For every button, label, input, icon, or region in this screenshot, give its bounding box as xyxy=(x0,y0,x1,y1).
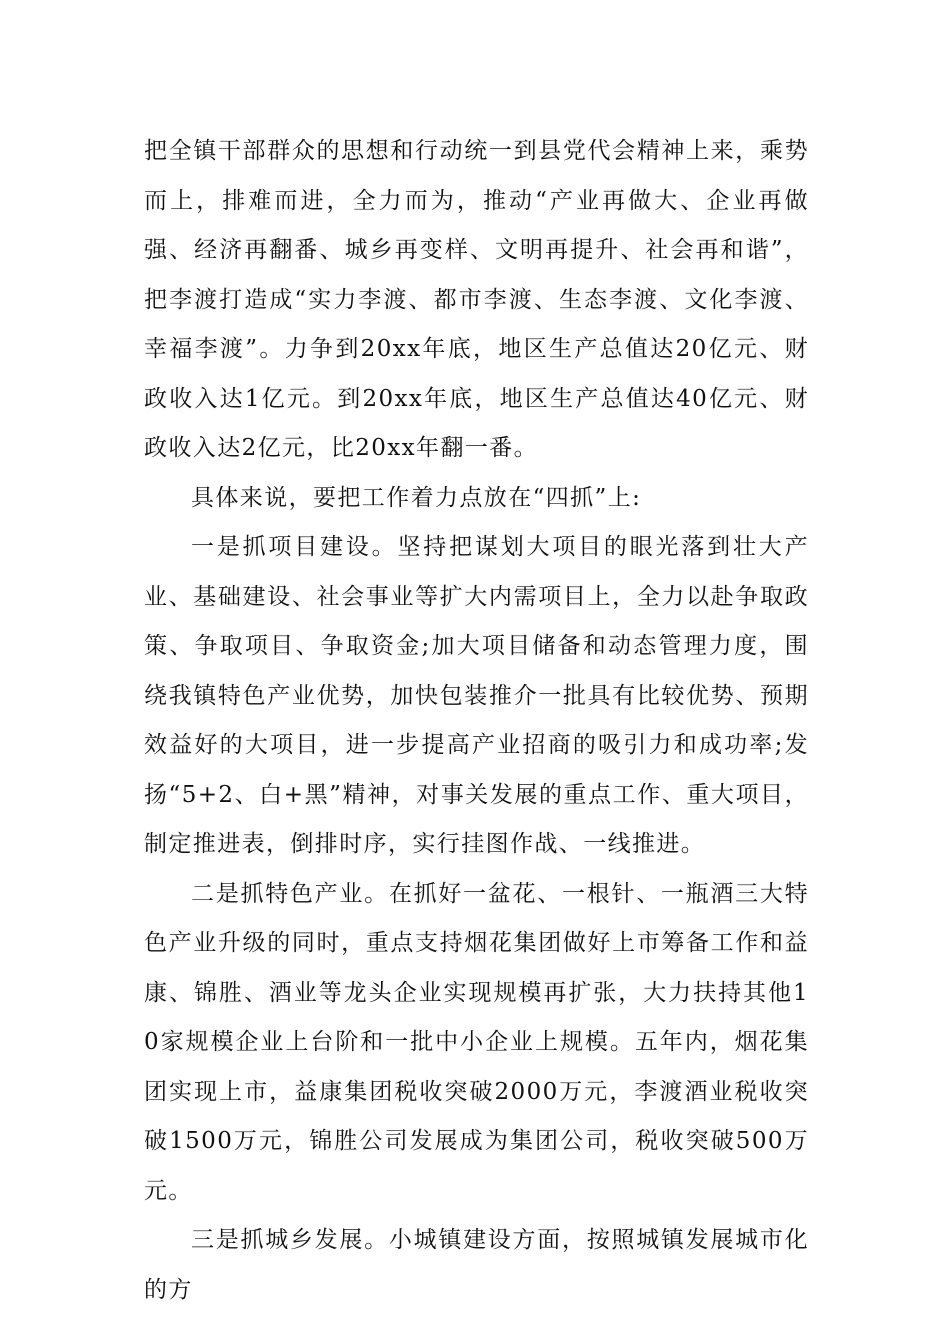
paragraph-3: 一是抓项目建设。坚持把谋划大项目的眼光落到壮大产业、基础建设、社会事业等扩大内需项目上，全力以赴争取政策、争取项目、争取资金;加大项目储备和动态管理力度，围绕我镇特色产业优势，加快包装推介一批具有比较优势、预期效益好的大项目，进一步提高产业招商的吸引力和成功率;发扬“5+2、白+黑”精神，对事关发展的重点工作、重大项目，制定推进表，倒排时序，实行挂图作战、一线推进。 xyxy=(144,534,809,857)
paragraph-5: 三是抓城乡发展。小城镇建设方面，按照城镇发展城市化的方 xyxy=(144,1227,809,1303)
paragraph-1: 把全镇干部群众的思想和行动统一到县党代会精神上来，乘势而上，排难而进，全力而为，推动“产业再做大、企业再做强、经济再翻番、城乡再变样、文明再提升、社会再和谐”，把李渡打造成“实力李渡、都市李渡、生态李渡、文化李渡、幸福李渡”。力争到20xx年底，地区生产总值达20亿元、财政收入达1亿元。到20xx年底，地区生产总值达40亿元、财政收入达2亿元，比20xx年翻一番。 xyxy=(144,138,809,461)
document-body xyxy=(144,127,809,1315)
paragraph-4: 二是抓特色产业。在抓好一盆花、一根针、一瓶酒三大特色产业升级的同时，重点支持烟花集团做好上市筹备工作和益康、锦胜、酒业等龙头企业实现规模再扩张，大力扶持其他10家规模企业上台阶和一批中小企业上规模。五年内，烟花集团实现上市，益康集团税收突破2000万元，李渡酒业税收突破1500万元，锦胜公司发展成为集团公司，税收突破500万元。 xyxy=(144,880,809,1204)
paragraph-2: 具体来说，要把工作着力点放在“四抓”上: xyxy=(191,484,642,511)
